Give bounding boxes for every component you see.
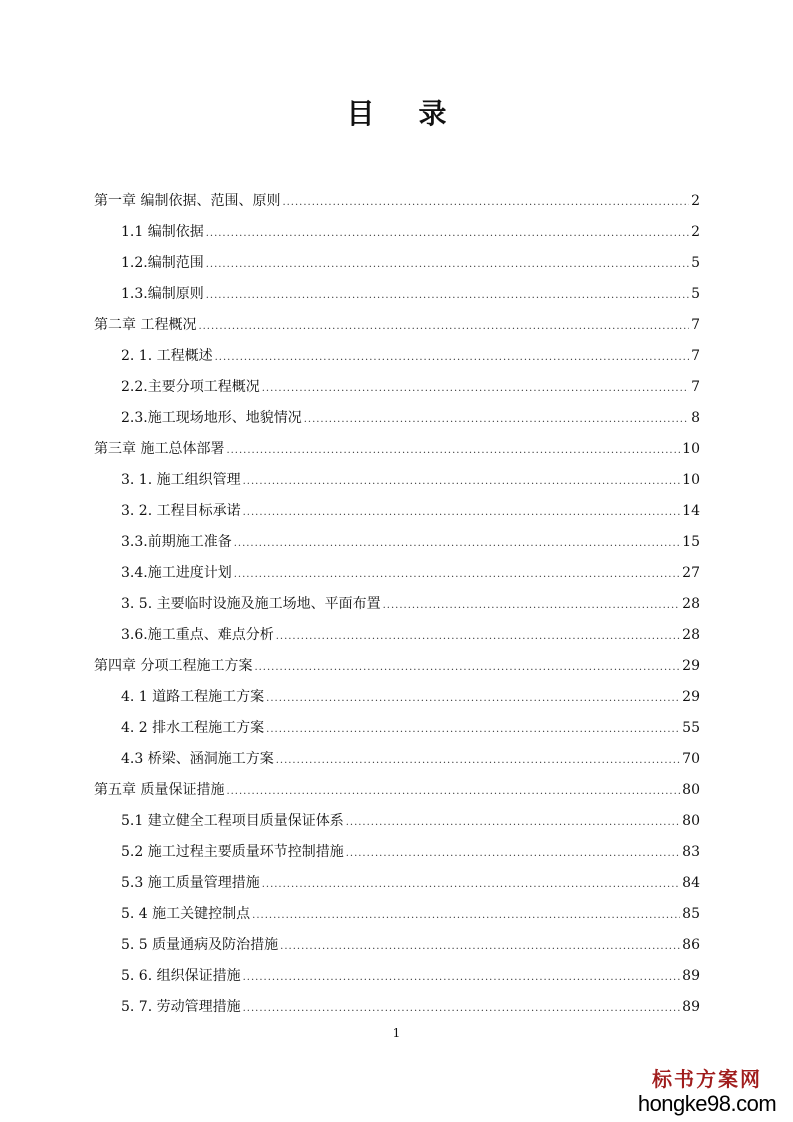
toc-dot-leader: [206, 249, 689, 280]
toc-entry-page: 2: [691, 193, 700, 209]
toc-dot-leader: [226, 435, 680, 466]
toc-entry[interactable]: [94, 558, 700, 589]
watermark-url-text: hongke98.com: [637, 1091, 777, 1116]
toc-entry[interactable]: [94, 992, 700, 1023]
toc-entry[interactable]: [94, 837, 700, 868]
toc-entry[interactable]: [94, 186, 700, 217]
toc-dot-leader: [198, 311, 689, 342]
toc-dot-leader: [215, 342, 689, 373]
toc-dot-leader: [276, 745, 680, 776]
toc-dot-leader: [262, 373, 689, 404]
toc-entry[interactable]: [94, 217, 700, 248]
toc-entry-label: 3. 1. 施工组织管理: [121, 472, 241, 488]
toc-entry-label: 2.2.主要分项工程概况: [121, 379, 260, 395]
toc-entry-label: 第三章 施工总体部署: [94, 441, 225, 457]
toc-entry-page: 7: [691, 317, 700, 333]
toc-dot-leader: [206, 218, 689, 249]
toc-entry-label: 第二章 工程概况: [94, 317, 197, 333]
toc-dot-leader: [243, 466, 681, 497]
toc-dot-leader: [243, 497, 681, 528]
toc-entry[interactable]: [94, 589, 700, 620]
toc-entry-page: 29: [682, 689, 700, 705]
toc-entry-page: 80: [682, 782, 700, 798]
toc-entry[interactable]: [94, 496, 700, 527]
watermark-logo: [637, 1067, 777, 1117]
toc-entry[interactable]: [94, 372, 700, 403]
toc-entry-label: 3.4.施工进度计划: [121, 565, 232, 581]
toc-entry-label: 5.2 施工过程主要质量环节控制措施: [121, 844, 344, 860]
toc-entry-label: 第一章 编制依据、范围、原则: [94, 193, 281, 209]
toc-entry-page: 2: [691, 224, 700, 240]
toc-entry-label: 第五章 质量保证措施: [94, 782, 225, 798]
toc-entry-label: 5.3 施工质量管理措施: [121, 875, 260, 891]
watermark-cn-text: 标书方案网: [652, 1067, 762, 1091]
toc-entry-label: 5. 7. 劳动管理措施: [121, 999, 241, 1015]
toc-entry-page: 85: [682, 906, 700, 922]
toc-entry-label: 5. 6. 组织保证措施: [121, 968, 241, 984]
toc-entry[interactable]: [94, 713, 700, 744]
toc-entry[interactable]: [94, 651, 700, 682]
toc-entry-label: 3. 2. 工程目标承诺: [121, 503, 241, 519]
toc-dot-leader: [252, 900, 680, 931]
toc-entry-page: 86: [682, 937, 700, 953]
toc-entry-page: 10: [682, 441, 700, 457]
toc-dot-leader: [234, 528, 680, 559]
toc-dot-leader: [346, 838, 680, 869]
toc-dot-leader: [304, 404, 689, 435]
toc-dot-leader: [282, 187, 689, 218]
toc-entry-label: 4. 1 道路工程施工方案: [121, 689, 265, 705]
toc-entry-label: 3. 5. 主要临时设施及施工场地、平面布置: [121, 596, 381, 612]
toc-dot-leader: [266, 683, 680, 714]
toc-entry-page: 27: [682, 565, 700, 581]
toc-dot-leader: [276, 621, 680, 652]
toc-entry-label: 4. 2 排水工程施工方案: [121, 720, 265, 736]
toc-dot-leader: [243, 962, 681, 993]
toc-entry-page: 89: [682, 968, 700, 984]
toc-entry-label: 3.3.前期施工准备: [121, 534, 232, 550]
toc-entry-page: 28: [682, 627, 700, 643]
toc-entry-label: 4.3 桥梁、涵洞施工方案: [121, 751, 274, 767]
toc-dot-leader: [234, 559, 680, 590]
toc-entry-page: 55: [682, 720, 700, 736]
toc-entry-page: 89: [682, 999, 700, 1015]
toc-entry[interactable]: [94, 310, 700, 341]
toc-entry[interactable]: [94, 434, 700, 465]
toc-entry[interactable]: [94, 403, 700, 434]
toc-entry-label: 1.2.编制范围: [121, 255, 204, 271]
toc-entry-label: 3.6.施工重点、难点分析: [121, 627, 274, 643]
toc-entry-page: 84: [682, 875, 700, 891]
toc-entry[interactable]: [94, 248, 700, 279]
toc-entry-page: 29: [682, 658, 700, 674]
toc-entry[interactable]: [94, 961, 700, 992]
toc-dot-leader: [206, 280, 689, 311]
toc-dot-leader: [226, 776, 680, 807]
toc-entry[interactable]: [94, 279, 700, 310]
toc-entry-label: 第四章 分项工程施工方案: [94, 658, 253, 674]
toc-entry-page: 83: [682, 844, 700, 860]
toc-entry-page: 14: [682, 503, 700, 519]
toc-entry[interactable]: [94, 465, 700, 496]
table-of-contents: [94, 186, 700, 1023]
toc-entry-label: 1.1 编制依据: [121, 224, 204, 240]
toc-dot-leader: [266, 714, 680, 745]
toc-entry[interactable]: [94, 930, 700, 961]
toc-entry[interactable]: [94, 341, 700, 372]
toc-dot-leader: [346, 807, 680, 838]
toc-dot-leader: [243, 993, 681, 1024]
toc-entry[interactable]: [94, 899, 700, 930]
toc-entry-page: 10: [682, 472, 700, 488]
toc-entry-label: 2.3.施工现场地形、地貌情况: [121, 410, 302, 426]
toc-entry-page: 7: [691, 348, 700, 364]
toc-entry[interactable]: [94, 775, 700, 806]
toc-entry-page: 7: [691, 379, 700, 395]
toc-entry[interactable]: [94, 744, 700, 775]
toc-entry-label: 5. 4 施工关键控制点: [121, 906, 251, 922]
toc-entry[interactable]: [94, 620, 700, 651]
toc-entry-page: 5: [691, 255, 700, 271]
toc-entry-page: 5: [691, 286, 700, 302]
toc-dot-leader: [280, 931, 680, 962]
toc-dot-leader: [383, 590, 681, 621]
toc-entry-page: 28: [682, 596, 700, 612]
toc-entry-page: 80: [682, 813, 700, 829]
toc-entry[interactable]: [94, 682, 700, 713]
page-title: 目录: [346, 97, 491, 130]
toc-entry[interactable]: [94, 868, 700, 899]
toc-entry-label: 5.1 建立健全工程项目质量保证体系: [121, 813, 344, 829]
toc-entry-label: 1.3.编制原则: [121, 286, 204, 302]
toc-entry-page: 8: [691, 410, 700, 426]
toc-dot-leader: [262, 869, 680, 900]
toc-entry[interactable]: [94, 527, 700, 558]
toc-entry-label: 2. 1. 工程概述: [121, 348, 213, 364]
page-number: 1: [392, 1026, 401, 1040]
toc-entry[interactable]: [94, 806, 700, 837]
toc-entry-page: 70: [682, 751, 700, 767]
toc-entry-page: 15: [682, 534, 700, 550]
toc-dot-leader: [254, 652, 680, 683]
toc-entry-label: 5. 5 质量通病及防治措施: [121, 937, 279, 953]
